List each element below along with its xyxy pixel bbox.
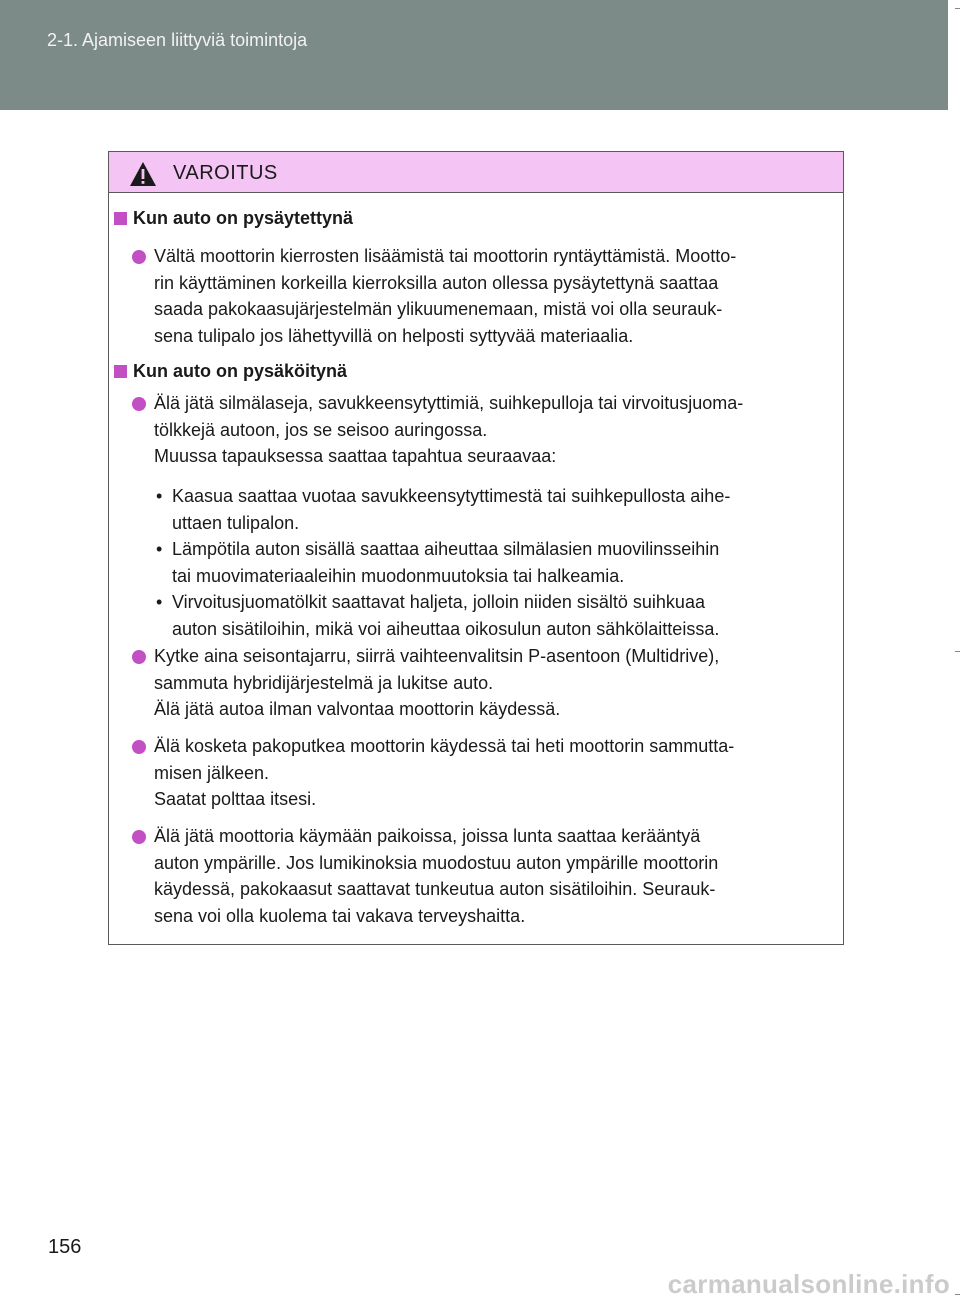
watermark: carmanualsonline.info bbox=[667, 1269, 950, 1299]
page-header bbox=[0, 0, 948, 110]
paragraph: Älä jätä moottoria käymään paikoissa, joissa lunta saattaa kerääntyä auton ympärille. Jos lumikinoksia muodostuu auton ympärille moottorin käydessä, pakokaasut saattavat tunkeutua auton sisätiloihin. Seurauk- sena voi olla kuolema tai vakava terveyshaitta. bbox=[154, 826, 719, 926]
warning-title: VAROITUS bbox=[173, 162, 278, 184]
bullet-icon bbox=[132, 650, 146, 664]
bullet-icon bbox=[132, 397, 146, 411]
section-heading: Kun auto on pysäytettynä bbox=[114, 205, 353, 231]
sub-list-item: • Kaasua saattaa vuotaa savukkeensytyttimestä tai suihkepullosta aihe- uttaen tulipalon. bbox=[156, 486, 731, 533]
warning-triangle-icon bbox=[129, 161, 157, 187]
crop-mark bbox=[955, 8, 960, 9]
page-number: 156 bbox=[48, 1236, 82, 1258]
paragraph: Älä jätä silmälaseja, savukkeensytyttimiä, suihkepulloja tai virvoitusjuoma- tölkkejä autoon, jos se seisoo auringossa. Muussa tapauksessa saattaa tapahtua seuraavaa: bbox=[154, 393, 744, 466]
bullet-icon bbox=[132, 740, 146, 754]
crop-mark bbox=[955, 1294, 960, 1295]
bullet-icon bbox=[132, 830, 146, 844]
warning-box bbox=[108, 151, 844, 945]
sub-list-item: • Lämpötila auton sisällä saattaa aiheuttaa silmälasien muovilinsseihin tai muovimateriaaleihin muodonmuutoksia tai halkeamia. bbox=[156, 539, 720, 586]
bullet-icon bbox=[132, 250, 146, 264]
warning-header bbox=[109, 152, 843, 193]
square-bullet-icon bbox=[114, 365, 127, 378]
paragraph: Älä kosketa pakoputkea moottorin käydessä tai heti moottorin sammutta- misen jälkeen. Saatat polttaa itsesi. bbox=[154, 736, 735, 809]
paragraph: Vältä moottorin kierrosten lisäämistä tai moottorin ryntäyttämistä. Mootto- rin käyttäminen korkeilla kierroksilla auton ollessa pysäytettynä saattaa saada pakokaasujärjestelmän ylikuumenemaan, mistä voi olla seurauk- sena tulipalo jos lähettyvillä on helposti syttyvää materiaalia. bbox=[154, 246, 737, 346]
square-bullet-icon bbox=[114, 212, 127, 225]
section-title: 2-1. Ajamiseen liittyviä toimintoja bbox=[47, 30, 308, 50]
crop-mark bbox=[955, 651, 960, 652]
section-heading: Kun auto on pysäköitynä bbox=[114, 358, 347, 384]
paragraph: Kytke aina seisontajarru, siirrä vaihteenvalitsin P-asentoon (Multidrive), sammuta hybridijärjestelmä ja lukitse auto. Älä jätä autoa ilman valvontaa moottorin käydessä. bbox=[154, 646, 720, 719]
sub-list-item: • Virvoitusjuomatölkit saattavat haljeta, jolloin niiden sisältö suihkuaa auton sisätiloihin, mikä voi aiheuttaa oikosulun auton sähkölaitteissa. bbox=[156, 592, 720, 639]
